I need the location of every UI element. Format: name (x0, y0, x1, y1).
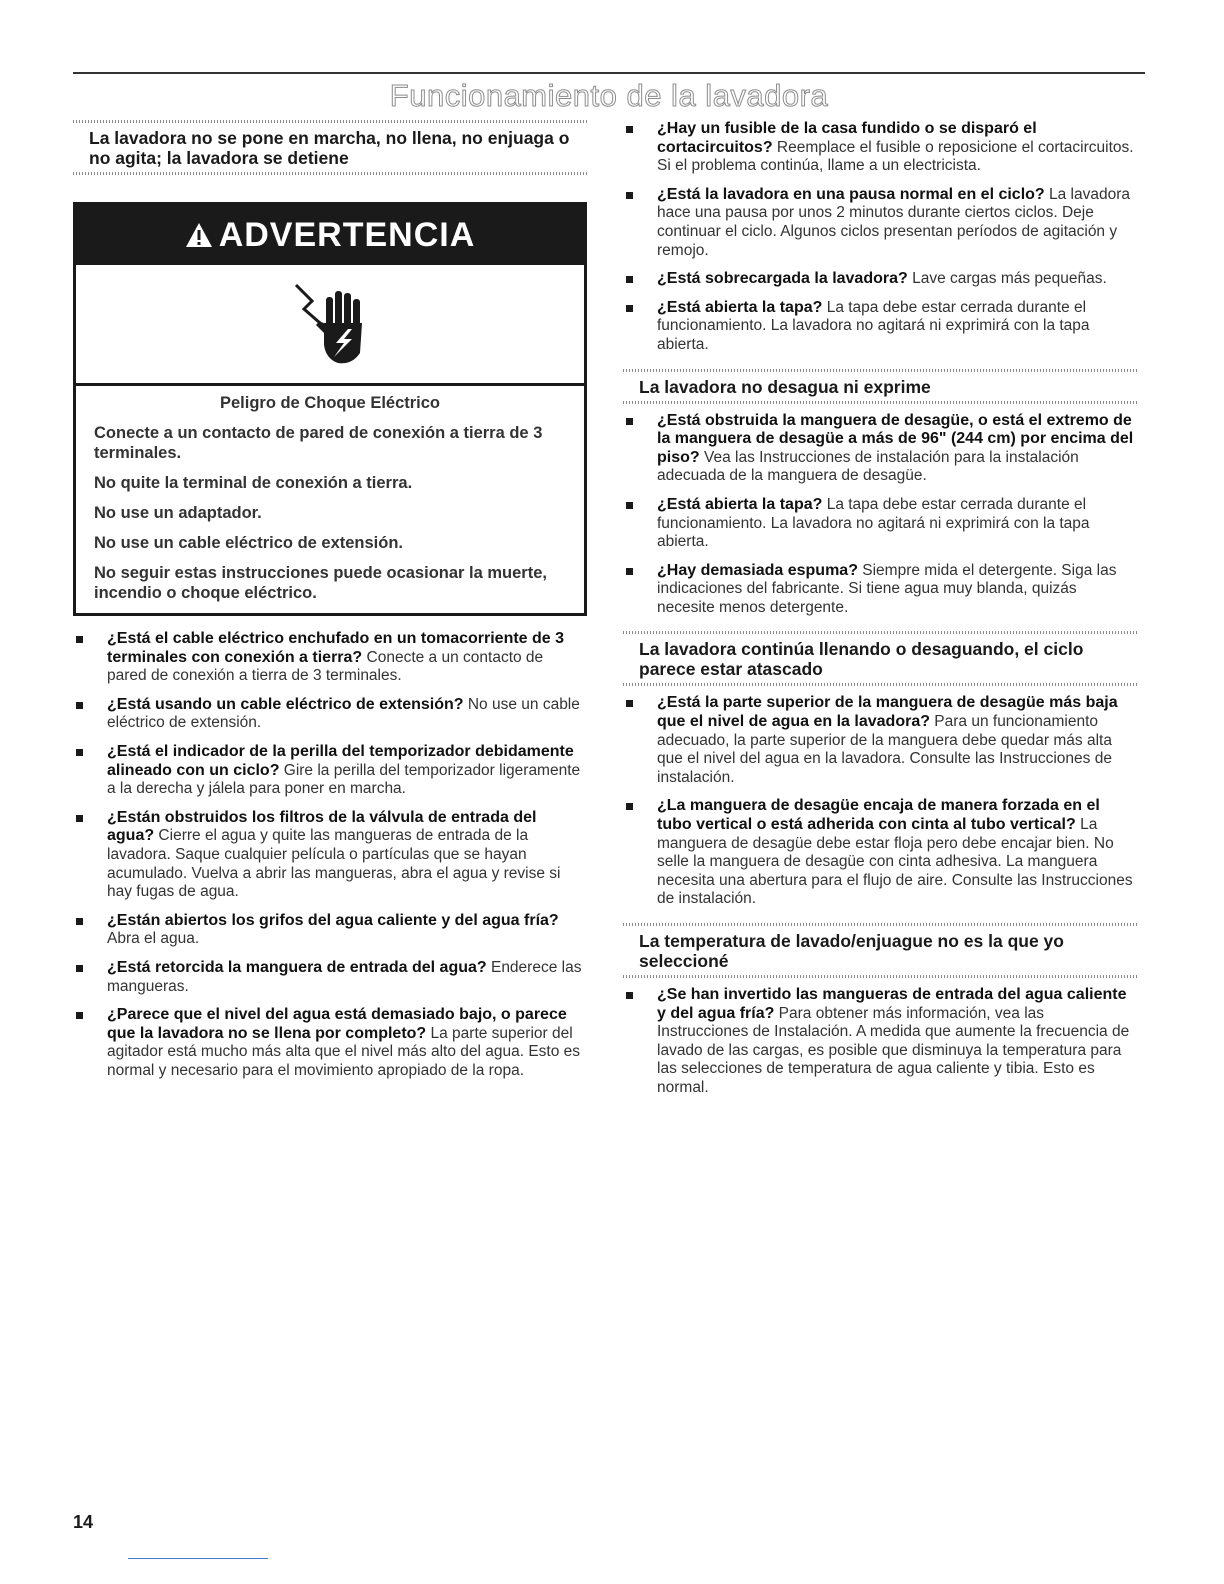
question: ¿Está la parte superior de la manguera de desagüe más baja que el nivel de agua en la lavadora? (657, 694, 1118, 731)
list-item (623, 562, 1137, 618)
top-rule (73, 72, 1145, 74)
question: ¿Están abiertos los grifos del agua caliente y del agua fría? (107, 911, 559, 929)
list-item (73, 743, 587, 799)
question: ¿Está la lavadora en una pausa normal en el ciclo? (657, 185, 1045, 203)
warning-triangle-icon (185, 221, 213, 249)
left-column (73, 120, 587, 1090)
answer: No use un cable eléctrico de extensión. (107, 695, 580, 732)
question: ¿Está abierta la tapa? (657, 298, 823, 316)
right-column (623, 120, 1137, 1108)
list-item (73, 630, 587, 686)
list-item (623, 186, 1137, 260)
warning-line: No use un cable eléctrico de extensión. (94, 534, 404, 552)
question: ¿Está retorcida la manguera de entrada del agua? (107, 958, 487, 976)
list-item (73, 696, 587, 733)
right-bullet-list-top (623, 120, 1137, 355)
page-title: Funcionamiento de la lavadora (389, 78, 829, 113)
answer: La manguera de desagüe debe estar floja pero debe encajar bien. No selle la manguera de desagüe con cinta adhesiva. La manguera necesita una abertura para el flujo de aire. Consulte las Instrucciones de instalación. (657, 816, 1133, 908)
answer: La tapa debe estar cerrada durante el funcionamiento. La lavadora no agitará ni exprimirá con la tapa abierta. (657, 298, 1090, 353)
list-item (623, 120, 1137, 176)
list-item (623, 694, 1137, 787)
answer: Lave cargas más pequeñas. (907, 270, 1107, 288)
hazard-title: Peligro de Choque Eléctrico (219, 394, 441, 412)
footer-link-line (128, 1558, 268, 1559)
answer: Para un funcionamiento adecuado, la parte superior de la manguera debe quedar más alta que el nivel del agua en la lavadora. Consulte las Instrucciones de instalación. (657, 713, 1112, 786)
answer: Para obtener más información, vea las Instrucciones de Instalación. A medida que aumente la frecuencia de lavado de las cargas, es posible que disminuya la temperatura para las selecciones de temperatura de agua caliente y tibia. Esto es normal. (657, 1004, 1130, 1096)
list-item (623, 986, 1137, 1098)
answer: Abra el agua. (107, 930, 200, 948)
question: ¿Está sobrecargada la lavadora? (657, 270, 908, 288)
section-heading-no-drain: La lavadora no desagua ni exprime (623, 369, 1137, 404)
question: ¿Está obstruida la manguera de desagüe, o está el extremo de la manguera de desagüe a más de 96" (244 cm) por encima del piso? (657, 411, 1134, 466)
list-item (73, 912, 587, 949)
page-number: 14 (73, 1512, 94, 1532)
list-item (623, 299, 1137, 355)
question: ¿Está el cable eléctrico enchufado en un tomacorriente de 3 terminales con conexión a tierra? (107, 630, 565, 666)
list-item (623, 797, 1137, 909)
warning-text (76, 386, 584, 613)
list-item (73, 959, 587, 996)
warning-line: No seguir estas instrucciones puede ocasionar la muerte, incendio o choque eléctrico. (94, 564, 547, 602)
list-item (623, 496, 1137, 552)
question: ¿La manguera de desagüe encaja de manera forzada en el tubo vertical o está adherida con cinta al tubo vertical? (657, 797, 1100, 834)
answer: Conecte a un contacto de pared de conexión a tierra de 3 terminales. (107, 648, 544, 685)
warning-line: Conecte a un contacto de pared de conexión a tierra de 3 terminales. (94, 424, 543, 462)
question: ¿Está abierta la tapa? (657, 495, 823, 513)
answer: Siempre mida el detergente. Siga las indicaciones del fabricante. Si tiene agua muy blanda, quizás necesite menos detergente. (657, 561, 1117, 616)
answer: La lavadora hace una pausa por unos 2 minutos durante ciertos ciclos. Deje continuar el ciclo. Algunos ciclos presentan períodos de agitación y remojo. (657, 185, 1130, 259)
signal-word: ADVERTENCIA (218, 215, 476, 254)
warning-line: No use un adaptador. (94, 504, 262, 522)
right-bullet-list-drain (623, 412, 1137, 618)
question: ¿Están obstruidos los filtros de la válvula de entrada del agua? (107, 808, 537, 845)
warning-line: No quite la terminal de conexión a tierra. (94, 474, 413, 492)
question: ¿Se han invertido las mangueras de entrada del agua caliente y del agua fría? (657, 986, 1127, 1022)
answer: La parte superior del agitador está mucho más alta que el nivel más alto del agua. Esto es normal y necesario para el movimiento apropiado de la ropa. (107, 1024, 581, 1079)
question: ¿Hay un fusible de la casa fundido o se disparó el cortacircuitos? (657, 120, 1037, 156)
warning-box (73, 202, 587, 616)
answer: Cierre el agua y quite las mangueras de entrada de la lavadora. Saque cualquier película o partículas que se hayan acumulado. Vuelva a abrir las mangueras, abra el agua y revise si hay fugas de agua. (107, 827, 561, 901)
answer: Gire la perilla del temporizador ligeramente a la derecha y jálela para poner en marcha. (107, 761, 581, 798)
question: ¿Está el indicador de la perilla del temporizador debidamente alineado con un ciclo? (107, 742, 574, 779)
left-bullet-list (73, 630, 587, 1080)
right-bullet-list-cycle (623, 694, 1137, 909)
question: ¿Está usando un cable eléctrico de extensión? (107, 695, 464, 713)
warning-icon-area (76, 265, 584, 386)
question: ¿Parece que el nivel del agua está demasiado bajo, o parece que la lavadora no se llena por completo? (107, 1006, 567, 1042)
warning-band (76, 205, 584, 265)
answer: La tapa debe estar cerrada durante el funcionamiento. La lavadora no agitará ni exprimirá con la tapa abierta. (657, 495, 1090, 551)
list-item (623, 412, 1137, 486)
list-item (73, 809, 587, 902)
answer: Reemplace el fusible o reposicione el cortacircuitos. Si el problema continúa, llame a un electricista. (657, 138, 1134, 175)
section-heading-temperature: La temperatura de lavado/enjuague no es la que yo seleccioné (623, 923, 1137, 978)
section-heading-no-start: La lavadora no se pone en marcha, no llena, no enjuaga o no agita; la lavadora se detiene (73, 120, 587, 175)
list-item (73, 1006, 587, 1080)
right-bullet-list-temperature (623, 986, 1137, 1098)
answer: Enderece las mangueras. (107, 958, 582, 995)
electric-shock-hand-icon (290, 279, 370, 369)
question: ¿Hay demasiada espuma? (657, 561, 858, 579)
answer: Vea las Instrucciones de instalación para la instalación adecuada de la manguera de desagüe. (657, 448, 1079, 485)
list-item (623, 270, 1137, 289)
section-heading-cycle-stuck: La lavadora continúa llenando o desaguando, el ciclo parece estar atascado (623, 631, 1137, 686)
